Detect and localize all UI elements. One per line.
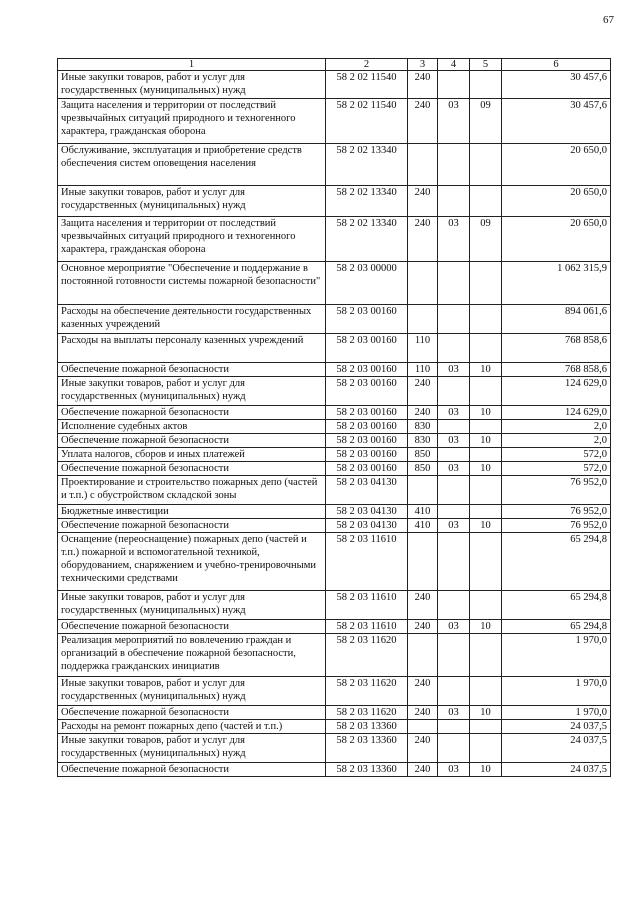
row-description: Иные закупки товаров, работ и услуг для государственных (муниципальных) нужд — [58, 71, 326, 99]
row-amount: 20 650,0 — [502, 186, 611, 217]
row-description: Обеспечение пожарной безопасности — [58, 620, 326, 634]
row-amount: 572,0 — [502, 462, 611, 476]
row-amount: 768 858,6 — [502, 363, 611, 377]
row-expense-type: 410 — [408, 519, 438, 533]
row-expense-type — [408, 720, 438, 734]
row-code: 58 2 03 00160 — [326, 305, 408, 334]
row-code: 58 2 03 00160 — [326, 462, 408, 476]
row-section — [438, 377, 470, 406]
row-description: Иные закупки товаров, работ и услуг для государственных (муниципальных) нужд — [58, 734, 326, 763]
row-code: 58 2 03 00160 — [326, 434, 408, 448]
row-amount: 2,0 — [502, 434, 611, 448]
row-section: 03 — [438, 620, 470, 634]
row-code: 58 2 03 04130 — [326, 476, 408, 505]
row-section: 03 — [438, 406, 470, 420]
row-code: 58 2 03 04130 — [326, 519, 408, 533]
row-description: Проектирование и строительство пожарных депо (частей и т.п.) с обустройством складской зоны — [58, 476, 326, 505]
row-subsection — [470, 591, 502, 620]
row-amount: 76 952,0 — [502, 519, 611, 533]
row-amount: 1 970,0 — [502, 677, 611, 706]
row-description: Основное мероприятие "Обеспечение и поддержание в постоянной готовности системы пожарной безопасности" — [58, 262, 326, 305]
row-description: Исполнение судебных актов — [58, 420, 326, 434]
row-expense-type — [408, 144, 438, 186]
row-expense-type: 240 — [408, 677, 438, 706]
row-description: Обеспечение пожарной безопасности — [58, 763, 326, 777]
table-row — [58, 71, 611, 99]
row-description: Обеспечение пожарной безопасности — [58, 434, 326, 448]
row-section — [438, 420, 470, 434]
row-subsection: 10 — [470, 406, 502, 420]
row-amount: 768 858,6 — [502, 334, 611, 363]
row-expense-type — [408, 476, 438, 505]
column-header: 1 — [58, 59, 326, 71]
row-section: 03 — [438, 434, 470, 448]
table-row — [58, 448, 611, 462]
row-expense-type: 850 — [408, 462, 438, 476]
row-description: Уплата налогов, сборов и иных платежей — [58, 448, 326, 462]
row-subsection — [470, 533, 502, 591]
row-amount: 24 037,5 — [502, 763, 611, 777]
header-row — [58, 59, 611, 71]
row-expense-type — [408, 262, 438, 305]
row-expense-type: 240 — [408, 591, 438, 620]
row-subsection: 10 — [470, 519, 502, 533]
row-amount: 1 062 315,9 — [502, 262, 611, 305]
row-expense-type: 850 — [408, 448, 438, 462]
table-row — [58, 706, 611, 720]
row-amount: 65 294,8 — [502, 533, 611, 591]
row-amount: 65 294,8 — [502, 620, 611, 634]
row-code: 58 2 03 11610 — [326, 591, 408, 620]
table-row — [58, 505, 611, 519]
row-description: Обеспечение пожарной безопасности — [58, 706, 326, 720]
row-code: 58 2 03 00160 — [326, 334, 408, 363]
table-row — [58, 377, 611, 406]
row-section — [438, 334, 470, 363]
row-amount: 894 061,6 — [502, 305, 611, 334]
row-expense-type: 830 — [408, 434, 438, 448]
row-section — [438, 734, 470, 763]
row-code: 58 2 03 00160 — [326, 363, 408, 377]
table-row — [58, 763, 611, 777]
row-section — [438, 186, 470, 217]
row-amount: 2,0 — [502, 420, 611, 434]
row-subsection — [470, 720, 502, 734]
row-section — [438, 591, 470, 620]
row-expense-type: 240 — [408, 706, 438, 720]
row-subsection — [470, 505, 502, 519]
row-expense-type: 110 — [408, 334, 438, 363]
row-code: 58 2 02 13340 — [326, 144, 408, 186]
row-expense-type: 110 — [408, 363, 438, 377]
row-subsection — [470, 448, 502, 462]
column-header: 5 — [470, 59, 502, 71]
row-expense-type: 240 — [408, 406, 438, 420]
row-code: 58 2 03 00160 — [326, 406, 408, 420]
table-row — [58, 434, 611, 448]
row-description: Защита населения и территории от последствий чрезвычайных ситуаций природного и техногенного характера, гражданская оборона — [58, 99, 326, 144]
row-amount: 124 629,0 — [502, 406, 611, 420]
row-section — [438, 144, 470, 186]
row-description: Бюджетные инвестиции — [58, 505, 326, 519]
row-code: 58 2 03 13360 — [326, 763, 408, 777]
table-row — [58, 519, 611, 533]
row-amount: 20 650,0 — [502, 217, 611, 262]
table-row — [58, 720, 611, 734]
row-expense-type — [408, 305, 438, 334]
row-description: Иные закупки товаров, работ и услуг для государственных (муниципальных) нужд — [58, 677, 326, 706]
table-row — [58, 462, 611, 476]
table-row — [58, 591, 611, 620]
row-section — [438, 505, 470, 519]
row-description: Реализация мероприятий по вовлечению граждан и организаций в обеспечение пожарной безопасности, поддержка гражданских инициатив — [58, 634, 326, 677]
row-code: 58 2 02 11540 — [326, 71, 408, 99]
table-row — [58, 533, 611, 591]
row-code: 58 2 03 04130 — [326, 505, 408, 519]
row-code: 58 2 02 13340 — [326, 186, 408, 217]
row-amount: 1 970,0 — [502, 634, 611, 677]
row-amount: 124 629,0 — [502, 377, 611, 406]
row-code: 58 2 03 11620 — [326, 706, 408, 720]
row-description: Расходы на обеспечение деятельности государственных казенных учреждений — [58, 305, 326, 334]
row-code: 58 2 03 00160 — [326, 377, 408, 406]
row-description: Оснащение (переоснащение) пожарных депо (частей и т.п.) пожарной и вспомогательной техникой, оборудованием, снаряжением и учебно-тренировочными техническими средствами — [58, 533, 326, 591]
row-amount: 1 970,0 — [502, 706, 611, 720]
row-subsection: 09 — [470, 99, 502, 144]
row-description: Защита населения и территории от последствий чрезвычайных ситуаций природного и техногенного характера, гражданская оборона — [58, 217, 326, 262]
row-code: 58 2 03 11620 — [326, 677, 408, 706]
row-subsection — [470, 334, 502, 363]
row-expense-type: 240 — [408, 734, 438, 763]
table-row — [58, 363, 611, 377]
table-row — [58, 305, 611, 334]
row-section — [438, 448, 470, 462]
row-code: 58 2 03 00160 — [326, 420, 408, 434]
row-amount: 65 294,8 — [502, 591, 611, 620]
row-expense-type: 240 — [408, 71, 438, 99]
row-description: Обеспечение пожарной безопасности — [58, 462, 326, 476]
row-expense-type — [408, 634, 438, 677]
row-subsection — [470, 144, 502, 186]
column-header: 6 — [502, 59, 611, 71]
row-expense-type: 410 — [408, 505, 438, 519]
row-amount: 24 037,5 — [502, 734, 611, 763]
row-subsection — [470, 634, 502, 677]
row-code: 58 2 03 00000 — [326, 262, 408, 305]
row-subsection — [470, 71, 502, 99]
row-subsection — [470, 420, 502, 434]
row-section: 03 — [438, 706, 470, 720]
row-subsection — [470, 186, 502, 217]
row-subsection: 10 — [470, 763, 502, 777]
row-code: 58 2 03 11620 — [326, 634, 408, 677]
row-code: 58 2 03 00160 — [326, 448, 408, 462]
column-header: 3 — [408, 59, 438, 71]
row-subsection — [470, 476, 502, 505]
row-subsection: 10 — [470, 363, 502, 377]
table-row — [58, 420, 611, 434]
table-row — [58, 262, 611, 305]
table-row — [58, 677, 611, 706]
row-subsection: 10 — [470, 620, 502, 634]
page-number: 67 — [603, 14, 614, 26]
table-row — [58, 334, 611, 363]
row-expense-type: 240 — [408, 377, 438, 406]
row-expense-type: 240 — [408, 217, 438, 262]
row-section: 03 — [438, 462, 470, 476]
row-subsection — [470, 305, 502, 334]
row-section — [438, 677, 470, 706]
table-row — [58, 217, 611, 262]
row-expense-type: 240 — [408, 763, 438, 777]
row-expense-type: 240 — [408, 620, 438, 634]
row-subsection: 09 — [470, 217, 502, 262]
row-section: 03 — [438, 519, 470, 533]
row-description: Обеспечение пожарной безопасности — [58, 406, 326, 420]
row-description: Расходы на выплаты персоналу казенных учреждений — [58, 334, 326, 363]
row-description: Иные закупки товаров, работ и услуг для государственных (муниципальных) нужд — [58, 591, 326, 620]
budget-table — [57, 58, 611, 777]
row-subsection — [470, 377, 502, 406]
row-expense-type — [408, 533, 438, 591]
row-subsection: 10 — [470, 462, 502, 476]
column-header: 2 — [326, 59, 408, 71]
row-amount: 572,0 — [502, 448, 611, 462]
table-row — [58, 406, 611, 420]
row-description: Обеспечение пожарной безопасности — [58, 519, 326, 533]
row-code: 58 2 03 13360 — [326, 720, 408, 734]
row-amount: 30 457,6 — [502, 71, 611, 99]
row-subsection: 10 — [470, 434, 502, 448]
row-code: 58 2 03 11610 — [326, 620, 408, 634]
row-section: 03 — [438, 763, 470, 777]
row-section — [438, 71, 470, 99]
table-row — [58, 476, 611, 505]
row-description: Расходы на ремонт пожарных депо (частей и т.п.) — [58, 720, 326, 734]
row-section — [438, 476, 470, 505]
table-row — [58, 634, 611, 677]
table-row — [58, 99, 611, 144]
row-amount: 76 952,0 — [502, 476, 611, 505]
table-row — [58, 620, 611, 634]
row-section: 03 — [438, 99, 470, 144]
row-expense-type: 830 — [408, 420, 438, 434]
row-subsection: 10 — [470, 706, 502, 720]
row-amount: 76 952,0 — [502, 505, 611, 519]
row-code: 58 2 02 11540 — [326, 99, 408, 144]
row-description: Иные закупки товаров, работ и услуг для государственных (муниципальных) нужд — [58, 377, 326, 406]
row-code: 58 2 03 11610 — [326, 533, 408, 591]
row-description: Иные закупки товаров, работ и услуг для государственных (муниципальных) нужд — [58, 186, 326, 217]
row-section — [438, 262, 470, 305]
row-subsection — [470, 734, 502, 763]
row-amount: 30 457,6 — [502, 99, 611, 144]
row-description: Обеспечение пожарной безопасности — [58, 363, 326, 377]
row-section: 03 — [438, 217, 470, 262]
row-amount: 20 650,0 — [502, 144, 611, 186]
row-description: Обслуживание, эксплуатация и приобретение средств обеспечения систем оповещения населения — [58, 144, 326, 186]
row-subsection — [470, 262, 502, 305]
table-row — [58, 734, 611, 763]
row-section — [438, 533, 470, 591]
row-expense-type: 240 — [408, 99, 438, 144]
table-row — [58, 144, 611, 186]
row-expense-type: 240 — [408, 186, 438, 217]
row-section — [438, 305, 470, 334]
row-code: 58 2 03 13360 — [326, 734, 408, 763]
row-section: 03 — [438, 363, 470, 377]
table-row — [58, 186, 611, 217]
row-code: 58 2 02 13340 — [326, 217, 408, 262]
row-section — [438, 634, 470, 677]
row-section — [438, 720, 470, 734]
row-amount: 24 037,5 — [502, 720, 611, 734]
column-header: 4 — [438, 59, 470, 71]
row-subsection — [470, 677, 502, 706]
